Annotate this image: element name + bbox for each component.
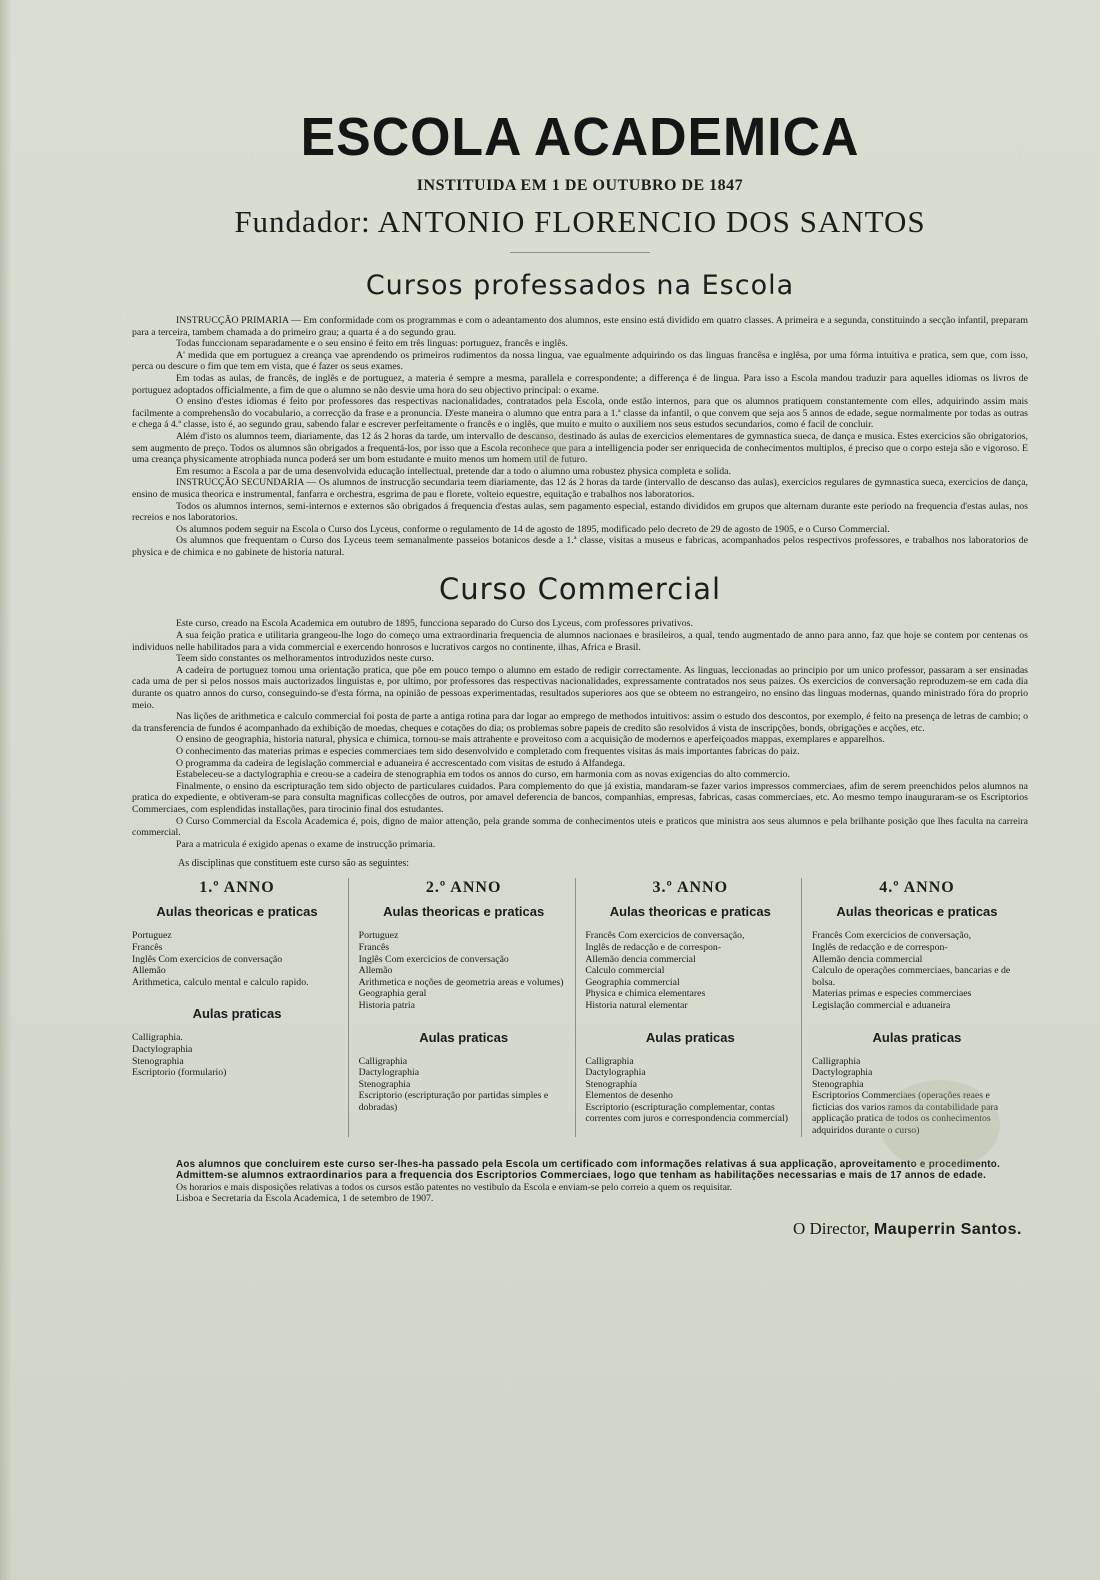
theory-item: Inglês de redacção e de correspon-: [811, 941, 948, 953]
commercial-paragraph: Este curso, creado na Escola Academica em outubro de 1895, funcciona separado do Curso dos Lyceus, com professores privativos.: [176, 618, 693, 630]
theory-item: Portuguez: [132, 930, 172, 942]
commercial-paragraph: O conhecimento das materias primas e especies commerciaes tem sido desenvolvido e completado com frequentes visitas ás mais importantes fabricas do paiz.: [176, 746, 800, 757]
practice-item: Calligraphia: [811, 1055, 861, 1067]
signature-name: Mauperrin Santos.: [873, 1221, 1022, 1239]
founding-date: INSTITUIDA EM 1 DE OUTUBRO DE 1847: [416, 177, 744, 194]
practice-item: Escriptorio (formulario): [132, 1067, 227, 1079]
year-title: 3.º ANNO: [652, 879, 729, 897]
disciplines-lead: As disciplinas que constituem este curso são as seguintes:: [178, 858, 410, 870]
courses-paragraph: Os alumnos podem seguir na Escola o Curso dos Lyceus, conforme o regulamento de 14 de agosto de 1895, modificado pelo decreto de 29 de agosto de 1905, e o Curso Commercial.: [176, 523, 890, 535]
practice-list: [585, 1056, 795, 1126]
courses-paragraph: Em resumo: a Escola a par de uma desenvolvida educação intellectual, pretende dar a todo o alumno uma robustez physica completa e solida.: [176, 465, 731, 477]
courses-paragraph: A' medida que em portuguez a creança vae aprendendo os primeiros rudimentos da nossa lingua, vae egualmente adquirindo os das linguas francêsa e inglêsa, por uma fórma intuitiva e pratica, sem que, com isso, perca ou descure o fim que tem em vista, que é fazer os seus exames.: [132, 349, 1028, 373]
commercial-paragraph: Para a matricula é exigido apenas o exame de instrucção primaria.: [176, 838, 436, 850]
place-date: Lisboa e Secretaria da Escola Academica, 1 de setembro de 1907.: [176, 1193, 434, 1205]
paper-stain: [520, 430, 580, 470]
practice-item: Escriptorio (escripturação por partidas simples e dobradas): [358, 1090, 549, 1113]
practice-item: Escriptorio (escripturação complementar, contas correntes com juros e correspondencia commercial): [585, 1101, 788, 1125]
year-column-3: [585, 878, 802, 1136]
year-column-1: [132, 878, 349, 1136]
practice-item: Stenographia: [358, 1078, 411, 1090]
practice-heading: Aulas praticas: [192, 1006, 282, 1022]
commercial-paragraph: O Curso Commercial da Escola Academica é, pois, digno de maior attenção, pela grande somma de conhecimentos uteis e praticos que ministra aos seus alumnos e pela brilhante posição que lhes faculta na carreira commercial.: [132, 815, 1028, 839]
practice-heading: Aulas praticas: [645, 1029, 735, 1045]
school-title: ESCOLA ACADEMICA: [300, 107, 860, 167]
practice-item: Escriptorios Commerciaes (operações reaes e ficticias dos varios ramos da contabilidade para applicação pratica de todos os conhecimentos adquiridos durante o curso): [811, 1090, 999, 1137]
commercial-paragraph: A cadeira de portuguez tomou uma orientação pratica, que põe em pouco tempo o alumno em estado de redigir correctamente. As linguas, leccionadas ao principio por um unico professor, passaram a ser ensinadas cada uma de per si pelos nossos mais auctorizados linguistas e, por ultimo, por professores das respectivas nacionalidades, expressamente contratados nos seus paizes. Os exercicios de conversação reproduzem-se em cada dia durante os quatro annos do curso, conseguindo-se d'esta fórma, na opinião de pessoas experimentadas, resultados superiores aos que se obteem no estrangeiro, no ensino das linguas modernas, quando ministrado fóra do proprio meio.: [132, 664, 1028, 711]
founder-line: Fundador: ANTONIO FLORENCIO DOS SANTOS: [234, 204, 926, 239]
theory-list: [359, 930, 569, 1011]
practice-item: Stenographia: [585, 1078, 638, 1090]
theory-list: [132, 930, 342, 988]
practice-item: Calligraphia: [358, 1055, 408, 1067]
courses-paragraph: O ensino d'estes idiomas é feito por professores das respectivas nacionalidades, contratados pela Escola, onde estão internos, para que os alumnos pratiquem constantemente com elles, adquirindo assim mais facilmente a comprehensão do vocabulario, a correcção da frase e a pronuncia. D'este maneira o alumno que entra para a 1.ª classe da infantil, o que convem que seja aos 5 annos de edade, segue normalmente por todas as outras e chega á 4.ª classe, isto é, ao segundo grau, sabendo falar e escrever perfeitamente o francês e o inglês, que muito e muito o auxiliem nos seus estudos secundarios, como é facil de concluir.: [132, 396, 1028, 431]
schedule-notice: Os horarios e mais disposições relativas a todos os cursos estão patentes no vestibulo da Escola e enviam-se pelo correio a quem os requisitar.: [176, 1181, 733, 1193]
theory-item: Historia patria: [358, 999, 415, 1011]
theory-heading: Aulas theoricas e praticas: [836, 904, 998, 920]
practice-item: Stenographia: [811, 1078, 864, 1090]
courses-heading: Cursos professados na Escola: [365, 270, 795, 301]
commercial-paragraph: Nas lições de arithmetica e calculo commercial foi posta de parte a antiga rotina para dar logar ao emprego de methodos intuitivos: assim o estudo dos descontos, por exemplo, é feito na presença de letras de cambio; o da transferencia de fundos é acompanhado da exhibição de moedas, cheques e cotações do dia; os problemas sobre papeis de credito são resolvidos á vista de inscripções, bonds, obrigações e acções, etc.: [132, 711, 1028, 734]
commercial-paragraph: A sua feição pratica e utilitaria grangeou-lhe logo do começo uma extraordinaria frequencia de alumnos nacionaes e brasileiros, a qual, tendo augmentado de anno para anno, faz que hoje se contem por centenas os individuos nelle habilitados para a vida commercial e exercendo honrosos e lucrativos cargos no continente, ilhas, Africa e Brasil.: [132, 630, 1028, 653]
notices-block: [132, 1159, 1028, 1205]
theory-list: [812, 930, 1022, 1011]
theory-item: Arithmetica, calculo mental e calculo rapido.: [132, 976, 309, 988]
year-title: 1.º ANNO: [199, 879, 275, 897]
page-edge-shadow: [0, 0, 12, 1580]
theory-item: Allemão dencia commercial: [585, 953, 696, 965]
theory-item: Francês: [358, 941, 390, 953]
extraordinary-notice: Admittem-se alumnos extraordinarios para a frequencia dos Escriptorios Commerciaes, logo que tenham as habilitações necessarias e mais de 17 annos de edade.: [176, 1170, 987, 1182]
theory-item: Francês: [132, 941, 163, 953]
certificate-notice: Aos alumnos que concluirem este curso ser-lhes-ha passado pela Escola um certificado com informações relativas á sua applicação, aproveitamento e procedimento.: [176, 1158, 1001, 1170]
practice-list: [132, 1032, 342, 1078]
theory-heading: Aulas theoricas e praticas: [383, 904, 545, 920]
commercial-paragraph: Estabeleceu-se a dactylographia e creou-se a cadeira de stenographia em todos os annos do curso, em harmonia com as novas exigencias do alto commercio.: [176, 769, 790, 781]
commercial-heading: Curso Commercial: [438, 572, 722, 607]
signature-block: [132, 1219, 1028, 1239]
courses-paragraph: Todas funccionam separadamente e o seu ensino é feito em três linguas: portuguez, francês e inglês.: [176, 338, 568, 350]
courses-paragraph: Em todas as aulas, de francês, de inglês e de portuguez, a materia é sempre a mesma, parallela e correspondente; a differença é de lingua. Para isso a Escola mandou traduzir para aquelles idiomas os livros de portuguez adoptados officialmente, a fim de que o alumno se não desvie uma hora do seu objectivo principal: o exame.: [132, 372, 1028, 396]
practice-item: Dactylographia: [811, 1067, 873, 1079]
theory-item: Allemão: [358, 965, 393, 977]
practice-item: Calligraphia: [585, 1055, 634, 1067]
theory-item: Francês Com exercicios de conversação,: [811, 930, 972, 942]
courses-paragraph: Os alumnos que frequentam o Curso dos Lyceus teem semanalmente passeios botanicos desde a 1.ª classe, visitas a museus e fabricas, acompanhados pelos respectivos professores, e trabalhos nos laboratorios de physica e de chimica e no gabinete de historia natural.: [132, 535, 1028, 558]
theory-item: Francês Com exercicios de conversação,: [585, 930, 745, 942]
theory-item: Inglês Com exercicios de conversação: [132, 953, 283, 965]
theory-item: Allemão dencia commercial: [811, 953, 923, 965]
practice-list: [359, 1056, 569, 1114]
year-column-2: [359, 878, 576, 1136]
theory-heading: Aulas theoricas e praticas: [609, 904, 771, 920]
theory-item: Physica e chimica elementares: [585, 988, 706, 1000]
practice-item: Dactylographia: [585, 1067, 646, 1079]
practice-item: Dactylographia: [358, 1067, 420, 1079]
year-title: 4.º ANNO: [879, 879, 955, 897]
theory-item: Portuguez: [358, 930, 399, 942]
practice-item: Calligraphia.: [132, 1032, 183, 1044]
commercial-paragraph: Finalmente, o ensino da escripturação tem sido objecto de particulares cuidados. Para complemento do que já existia, mandaram-se fazer varios impressos commerciaes, afim de serem preenchidos pelos alumnos na pratica do expediente, e obtiveram-se para consulta magnificas collecções de outros, por amavel deferencia de bancos, companhias, empresas, fabricas, casas commerciaes, etc. Ao mesmo tempo inauguraram-se os Escriptorios Commerciaes, com esplendidas installações, para tirocinio final dos estudantes.: [132, 780, 1028, 815]
commercial-paragraph: O programma da cadeira de legislação commercial e aduaneira é accrescentado com visitas de estudo á Alfandega.: [176, 757, 626, 769]
year-title: 2.º ANNO: [425, 879, 502, 897]
paper-stain: [880, 1080, 1000, 1170]
theory-item: Inglês Com exercicios de conversação: [358, 953, 509, 965]
theory-item: Geographia geral: [358, 988, 427, 1000]
commercial-paragraph: Teem sido constantes os melhoramentos introduzidos neste curso.: [176, 653, 434, 665]
theory-item: Calculo commercial: [585, 965, 665, 977]
signature-role: O Director,: [792, 1219, 870, 1239]
theory-list: [585, 930, 795, 1011]
commercial-body: [132, 618, 1028, 850]
practice-heading: Aulas praticas: [872, 1029, 962, 1045]
courses-paragraph: INSTRUCÇÃO SECUNDARIA — Os alumnos de instrucção secundaria teem diariamente, das 12 ás 2 horas da tarde (intervallo de descanso das aulas), exercicios regulares de gymnastica sueca, exercicios de dança, ensino de musica theorica e instrumental, fanfarra e orchestra, esgrima de pau e florete, volteio equestre, equitação e trabalhos nos laboratorios.: [132, 477, 1028, 500]
courses-paragraph: Além d'isto os alumnos teem, diariamente, das 12 ás 2 horas da tarde, um intervallo de descanso, destinado ás aulas de exercicios elementares de gymnastica sueca, de dança e musica. Estes exercicios são obrigatorios, sem augmento de preço. Todos os alumnos são obrigados a frequentá-los, por isso que a Escola reconhece que para a intelligencia poder ser enriquecida de conhecimentos multiplos, é preciso que o corpo esteja são e vigoroso. E uma creança physicamente atrophiada nunca poderá ser um bom estudante e muito menos um homem util de futuro.: [132, 430, 1028, 466]
theory-item: Geographia commercial: [585, 976, 680, 988]
theory-item: Arithmetica e noções de geometria areas e volumes): [358, 976, 564, 988]
theory-item: Legislação commercial e aduaneira: [811, 999, 951, 1011]
theory-heading: Aulas theoricas e praticas: [156, 904, 318, 920]
theory-item: Calculo de operações commerciaes, bancarias e de bolsa.: [811, 965, 1011, 988]
practice-item: Dactylographia: [132, 1043, 193, 1055]
courses-paragraph: INSTRUCÇÃO PRIMARIA — Em conformidade com os programmas e com o adeantamento dos alumnos, este ensino está dividido em quatro classes. A primeira e a segunda, constituindo a secção infantil, preparam para a terceira, tambem chamada a do primeiro grau; a quarta é a do segundo grau.: [132, 315, 1028, 338]
courses-body: [132, 315, 1028, 558]
theory-item: Inglês de redacção e de correspon-: [585, 941, 722, 953]
practice-heading: Aulas praticas: [419, 1029, 509, 1045]
theory-item: Allemão: [132, 965, 166, 977]
courses-paragraph: Todos os alumnos internos, semi-internos e externos são obrigados á frequencia d'estas aulas, sem pagamento especial, estando divididos em grupos que alternam durante este periodo na frequencia d'estas aulas, nos recreios e nos laboratorios.: [132, 500, 1028, 524]
theory-item: Materias primas e especies commerciaes: [811, 988, 972, 1000]
practice-item: Elementos de desenho: [585, 1090, 673, 1102]
theory-item: Historia natural elementar: [585, 999, 688, 1011]
commercial-paragraph: O ensino de geographia, historia natural, physica e chimica, tornou-se mais attrahente e proveitoso com a acquisição de modernos e aperfeiçoados mappas, exemplares e apparelhos.: [176, 734, 885, 746]
divider-rule: [510, 252, 650, 253]
practice-item: Stenographia: [132, 1055, 184, 1067]
